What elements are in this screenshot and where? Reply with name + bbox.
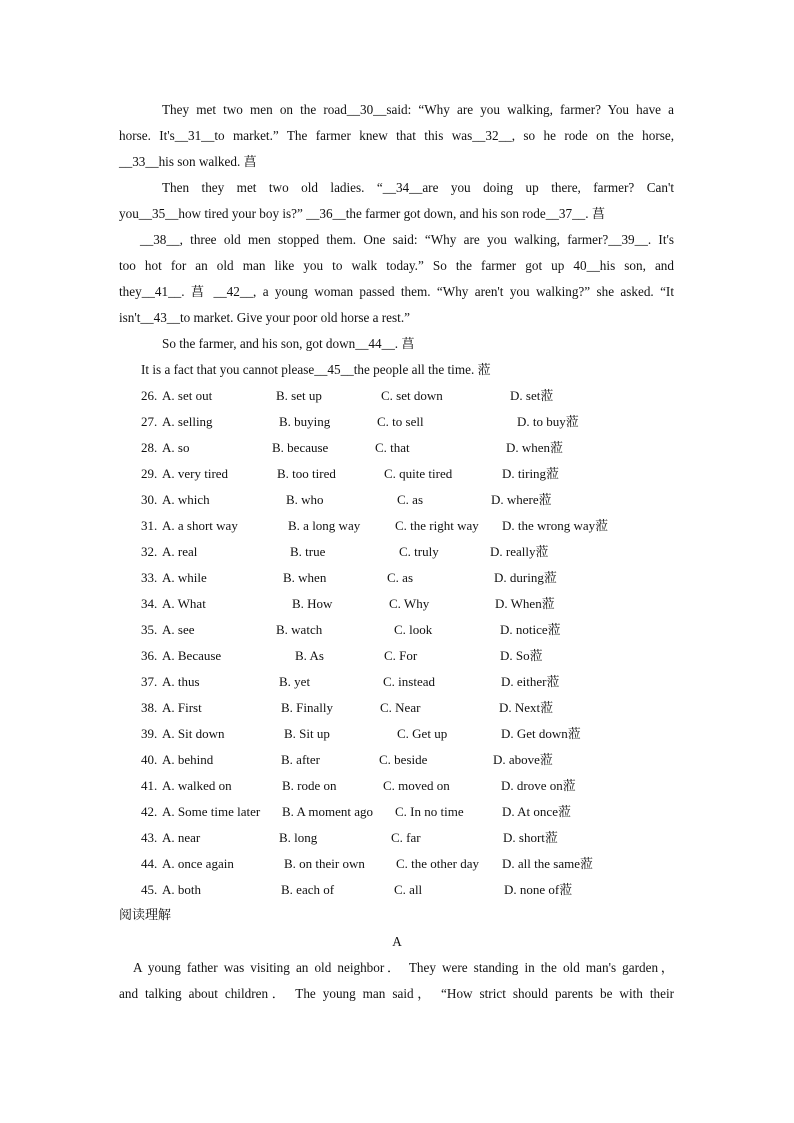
option-d: D. So蒞 bbox=[500, 648, 543, 663]
option-a: A. Because bbox=[162, 648, 222, 663]
option-c: C. as bbox=[387, 570, 413, 585]
option-b: B. How bbox=[292, 596, 333, 611]
question-number: 39. bbox=[141, 726, 158, 741]
option-b: B. each of bbox=[281, 882, 335, 897]
option-a: A. both bbox=[162, 882, 201, 897]
question-number: 41. bbox=[141, 778, 158, 793]
option-d: D. none of蒞 bbox=[504, 882, 573, 897]
passage-p1-line3: __33__his son walked. 菖 bbox=[119, 154, 257, 169]
option-d: D. above蒞 bbox=[493, 752, 553, 767]
question-number: 36. bbox=[141, 648, 158, 663]
passage-p2-line1: Then they met two old ladies. “__34__are you doing up there, farmer? Can't bbox=[162, 180, 674, 195]
option-c: C. Near bbox=[380, 700, 421, 715]
option-d: D. drove on蒞 bbox=[501, 778, 576, 793]
option-b: B. yet bbox=[279, 674, 311, 689]
option-d: D. either蒞 bbox=[501, 674, 560, 689]
passage-p4: So the farmer, and his son, got down__44__. 菖 bbox=[162, 336, 415, 351]
passage-p2-line2: you__35__how tired your boy is?” __36__the farmer got down, and his son rode__37__. 菖 bbox=[119, 206, 606, 221]
option-c: C. that bbox=[375, 440, 410, 455]
option-d: D. to buy蒞 bbox=[517, 414, 579, 429]
option-a: A. Sit down bbox=[162, 726, 225, 741]
reading-line1: A young father was visiting an old neighbor． They were standing in the old man's garden， bbox=[133, 960, 674, 975]
question-number: 40. bbox=[141, 752, 158, 767]
option-b: B. who bbox=[286, 492, 324, 507]
option-b: B. A moment ago bbox=[282, 804, 373, 819]
option-c: C. to sell bbox=[377, 414, 424, 429]
option-b: B. watch bbox=[276, 622, 323, 637]
option-c: C. instead bbox=[383, 674, 435, 689]
section-heading: 阅读理解 bbox=[119, 908, 172, 923]
option-c: C. For bbox=[384, 648, 418, 663]
option-a: A. see bbox=[162, 622, 195, 637]
option-a: A. while bbox=[162, 570, 207, 585]
question-number: 34. bbox=[141, 596, 158, 611]
passage-p3-line1: __38__, three old men stopped them. One said: “Why are you walking, farmer?__39__. It's bbox=[140, 232, 674, 247]
option-b: B. when bbox=[283, 570, 327, 585]
question-number: 43. bbox=[141, 830, 158, 845]
option-b: B. rode on bbox=[282, 778, 337, 793]
option-d: D. When蒞 bbox=[495, 596, 555, 611]
option-b: B. a long way bbox=[288, 518, 361, 533]
passage-p1-line1: They met two men on the road__30__said: “Why are you walking, farmer? You have a bbox=[162, 102, 674, 117]
option-b: B. long bbox=[279, 830, 318, 845]
option-b: B. buying bbox=[279, 414, 331, 429]
question-number: 28. bbox=[141, 440, 158, 455]
question-number: 37. bbox=[141, 674, 158, 689]
question-number: 35. bbox=[141, 622, 158, 637]
question-number: 42. bbox=[141, 804, 158, 819]
option-c: C. Why bbox=[389, 596, 430, 611]
option-a: A. real bbox=[162, 544, 198, 559]
option-a: A. a short way bbox=[162, 518, 238, 533]
passage-p3-line2: too hot for an old man like you to walk today.” So the farmer got up 40__his son, and bbox=[119, 258, 674, 273]
passage-p3-line3: they__41__. 菖 __42__, a young woman passed them. “Why aren't you walking?” she asked. “It bbox=[119, 284, 674, 299]
option-d: D. At once蒞 bbox=[502, 804, 571, 819]
option-a: A. set out bbox=[162, 388, 213, 403]
option-a: A. behind bbox=[162, 752, 214, 767]
option-c: C. all bbox=[394, 882, 423, 897]
option-c: C. Get up bbox=[397, 726, 448, 741]
option-d: D. set蒞 bbox=[510, 388, 554, 403]
option-a: A. selling bbox=[162, 414, 213, 429]
option-b: B. because bbox=[272, 440, 329, 455]
option-c: C. set down bbox=[381, 388, 443, 403]
question-number: 31. bbox=[141, 518, 158, 533]
question-number: 32. bbox=[141, 544, 158, 559]
passage-p5: It is a fact that you cannot please__45__the people all the time. 蒞 bbox=[141, 362, 491, 377]
option-a: A. thus bbox=[162, 674, 200, 689]
option-c: C. truly bbox=[399, 544, 439, 559]
reading-line2: and talking about children． The young man said， “How strict should parents be with their bbox=[119, 986, 674, 1001]
question-number: 33. bbox=[141, 570, 158, 585]
option-a: A. near bbox=[162, 830, 201, 845]
section-label: A bbox=[392, 934, 402, 949]
option-b: B. true bbox=[290, 544, 326, 559]
option-d: D. really蒞 bbox=[490, 544, 549, 559]
option-b: B. As bbox=[295, 648, 324, 663]
option-a: A. First bbox=[162, 700, 202, 715]
option-d: D. where蒞 bbox=[491, 492, 552, 507]
option-a: A. once again bbox=[162, 856, 234, 871]
question-number: 26. bbox=[141, 388, 158, 403]
option-c: C. quite tired bbox=[384, 466, 453, 481]
option-d: D. when蒞 bbox=[506, 440, 564, 455]
option-c: C. beside bbox=[379, 752, 428, 767]
option-b: B. Sit up bbox=[284, 726, 330, 741]
option-c: C. the other day bbox=[396, 856, 480, 871]
option-b: B. too tired bbox=[277, 466, 336, 481]
option-b: B. after bbox=[281, 752, 320, 767]
question-number: 30. bbox=[141, 492, 158, 507]
option-b: B. Finally bbox=[281, 700, 334, 715]
option-d: D. during蒞 bbox=[494, 570, 557, 585]
option-c: C. moved on bbox=[383, 778, 450, 793]
option-c: C. In no time bbox=[395, 804, 464, 819]
option-d: D. Next蒞 bbox=[499, 700, 554, 715]
option-a: A. walked on bbox=[162, 778, 232, 793]
option-c: C. the right way bbox=[395, 518, 479, 533]
option-d: D. short蒞 bbox=[503, 830, 558, 845]
question-number: 38. bbox=[141, 700, 158, 715]
option-d: D. Get down蒞 bbox=[501, 726, 581, 741]
option-b: B. set up bbox=[276, 388, 322, 403]
option-a: A. so bbox=[162, 440, 190, 455]
passage-p1-line2: horse. It's__31__to market.” The farmer knew that this was__32__, so he rode on the horse, bbox=[119, 128, 674, 143]
option-c: C. look bbox=[394, 622, 433, 637]
passage-p3-line4: isn't__43__to market. Give your poor old horse a rest.” bbox=[119, 310, 410, 325]
option-d: D. all the same蒞 bbox=[502, 856, 593, 871]
option-a: A. which bbox=[162, 492, 210, 507]
question-number: 27. bbox=[141, 414, 158, 429]
option-a: A. What bbox=[162, 596, 206, 611]
option-c: C. far bbox=[391, 830, 421, 845]
question-number: 44. bbox=[141, 856, 158, 871]
option-a: A. Some time later bbox=[162, 804, 261, 819]
option-b: B. on their own bbox=[284, 856, 365, 871]
option-c: C. as bbox=[397, 492, 423, 507]
question-number: 45. bbox=[141, 882, 158, 897]
option-d: D. notice蒞 bbox=[500, 622, 561, 637]
option-d: D. tiring蒞 bbox=[502, 466, 560, 481]
question-number: 29. bbox=[141, 466, 158, 481]
option-a: A. very tired bbox=[162, 466, 229, 481]
option-d: D. the wrong way蒞 bbox=[502, 518, 609, 533]
